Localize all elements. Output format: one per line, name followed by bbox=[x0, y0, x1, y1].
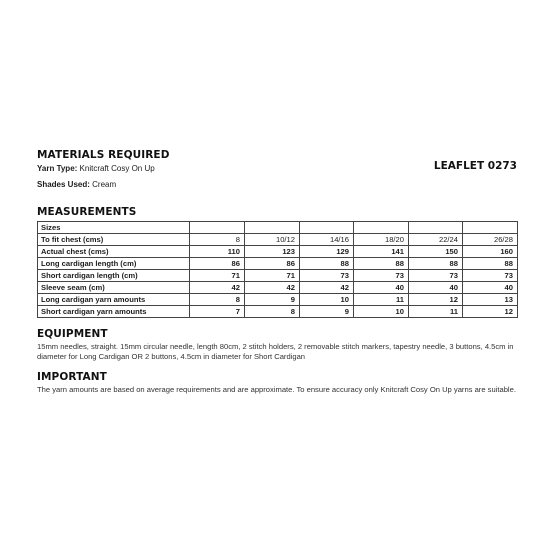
table-cell: 71 bbox=[190, 270, 245, 282]
table-cell: 8 bbox=[190, 234, 245, 246]
table-cell: 12 bbox=[463, 306, 518, 318]
table-cell: 88 bbox=[354, 258, 409, 270]
table-cell: 13 bbox=[463, 294, 518, 306]
table-row bbox=[38, 270, 518, 282]
leaflet-number: LEAFLET 0273 bbox=[433, 160, 517, 172]
table-cell: 8 bbox=[245, 306, 300, 318]
table-cell: 86 bbox=[190, 258, 245, 270]
table-cell: 42 bbox=[245, 282, 300, 294]
table-cell: 14/16 bbox=[300, 234, 354, 246]
table-cell: 42 bbox=[190, 282, 245, 294]
table-cell: 22/24 bbox=[409, 234, 463, 246]
table-row bbox=[38, 306, 518, 318]
table-cell bbox=[463, 222, 518, 234]
table-cell: 9 bbox=[245, 294, 300, 306]
table-cell: 9 bbox=[300, 306, 354, 318]
row-label: Actual chest (cms) bbox=[38, 246, 190, 258]
table-row bbox=[38, 294, 518, 306]
yarn-type-value: Knitcraft Cosy On Up bbox=[79, 164, 155, 173]
measurements-table-body bbox=[38, 222, 518, 318]
table-cell: 150 bbox=[409, 246, 463, 258]
table-cell: 73 bbox=[300, 270, 354, 282]
table-cell: 10/12 bbox=[245, 234, 300, 246]
table-row bbox=[38, 258, 518, 270]
equipment-text: 15mm needles, straight. 15mm circular needle, length 80cm, 2 stitch holders, 2 removable stitch markers, tapestry needle, 3 buttons, 4.5cm in diameter for Long Cardigan OR 2 buttons, 4.5cm in diameter for Short Cardigan bbox=[37, 342, 514, 361]
table-cell: 73 bbox=[409, 270, 463, 282]
table-cell: 129 bbox=[300, 246, 354, 258]
materials-title: MATERIALS REQUIRED bbox=[37, 149, 170, 161]
table-cell: 40 bbox=[463, 282, 518, 294]
table-cell: 10 bbox=[300, 294, 354, 306]
shades-line bbox=[37, 179, 517, 190]
table-header-label: Sizes bbox=[38, 222, 190, 234]
materials-section bbox=[37, 148, 517, 196]
table-cell: 88 bbox=[409, 258, 463, 270]
table-cell: 12 bbox=[409, 294, 463, 306]
table-cell: 40 bbox=[354, 282, 409, 294]
table-header-row bbox=[38, 222, 518, 234]
important-title: IMPORTANT bbox=[37, 371, 107, 383]
table-cell: 26/28 bbox=[463, 234, 518, 246]
shades-label: Shades Used: bbox=[37, 180, 90, 189]
table-cell: 73 bbox=[463, 270, 518, 282]
table-row bbox=[38, 234, 518, 246]
table-cell bbox=[300, 222, 354, 234]
table-cell: 8 bbox=[190, 294, 245, 306]
table-cell: 88 bbox=[300, 258, 354, 270]
row-label: Long cardigan yarn amounts bbox=[38, 294, 190, 306]
equipment-section bbox=[37, 327, 517, 361]
table-cell bbox=[190, 222, 245, 234]
row-label: Short cardigan length (cm) bbox=[38, 270, 190, 282]
table-cell: 42 bbox=[300, 282, 354, 294]
table-cell: 160 bbox=[463, 246, 518, 258]
table-cell: 141 bbox=[354, 246, 409, 258]
row-label: Long cardigan length (cm) bbox=[38, 258, 190, 270]
table-cell: 71 bbox=[245, 270, 300, 282]
table-cell: 73 bbox=[354, 270, 409, 282]
important-section bbox=[37, 370, 517, 395]
row-label: To fit chest (cms) bbox=[38, 234, 190, 246]
shades-value: Cream bbox=[92, 180, 117, 189]
measurements-title: MEASUREMENTS bbox=[37, 206, 137, 218]
table-cell: 40 bbox=[409, 282, 463, 294]
measurements-table bbox=[37, 221, 518, 318]
row-label: Sleeve seam (cm) bbox=[38, 282, 190, 294]
table-cell: 86 bbox=[245, 258, 300, 270]
table-cell: 11 bbox=[409, 306, 463, 318]
table-row bbox=[38, 246, 518, 258]
table-cell bbox=[245, 222, 300, 234]
table-cell: 11 bbox=[354, 294, 409, 306]
table-cell: 7 bbox=[190, 306, 245, 318]
table-cell: 110 bbox=[190, 246, 245, 258]
table-cell bbox=[354, 222, 409, 234]
table-cell: 18/20 bbox=[354, 234, 409, 246]
equipment-title: EQUIPMENT bbox=[37, 328, 108, 340]
important-text: The yarn amounts are based on average requirements and are approximate. To ensure accuracy only Knitcraft Cosy On Up yarns are suitable. bbox=[37, 385, 516, 394]
table-cell: 10 bbox=[354, 306, 409, 318]
yarn-type-label: Yarn Type: bbox=[37, 164, 78, 173]
table-cell: 123 bbox=[245, 246, 300, 258]
table-cell bbox=[409, 222, 463, 234]
table-cell: 88 bbox=[463, 258, 518, 270]
leaflet-page bbox=[37, 148, 517, 395]
table-row bbox=[38, 282, 518, 294]
row-label: Short cardigan yarn amounts bbox=[38, 306, 190, 318]
